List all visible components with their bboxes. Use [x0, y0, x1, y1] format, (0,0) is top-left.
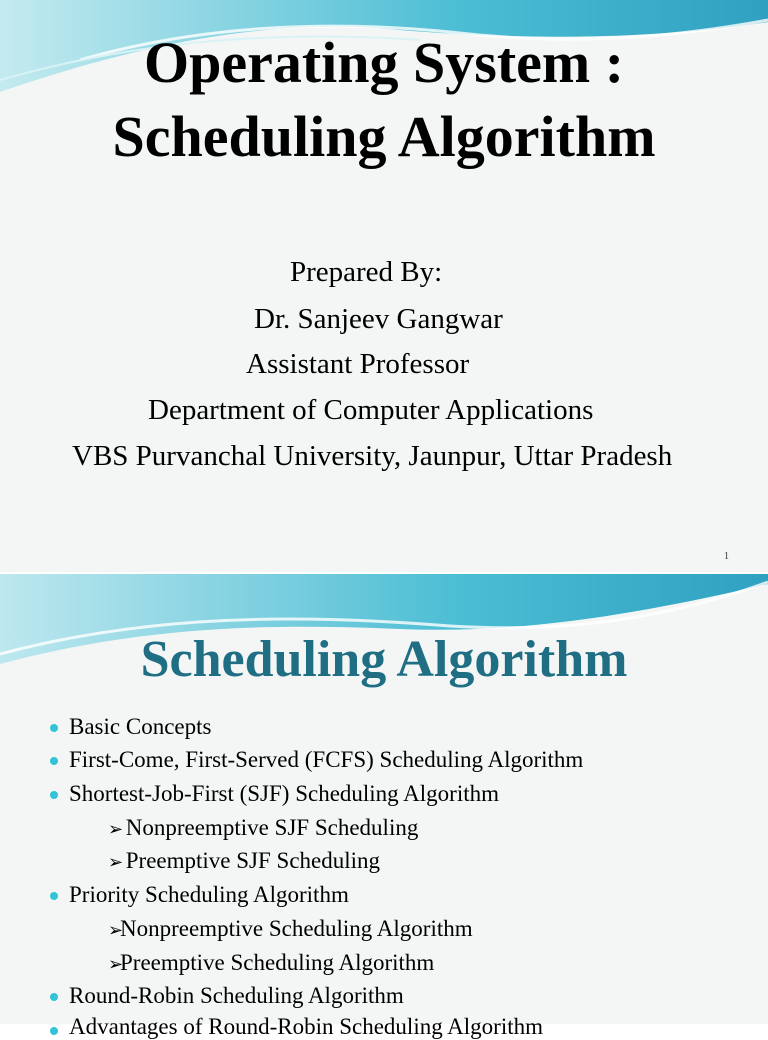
- bullet-dot: [50, 757, 58, 765]
- author-name: Dr. Sanjeev Gangwar: [254, 303, 503, 335]
- title-line-2: Scheduling Algorithm: [112, 104, 656, 169]
- arrow-icon: ➢: [108, 819, 124, 839]
- university: VBS Purvanchal University, Jaunpur, Uttar Pradesh: [72, 440, 673, 472]
- slide-title: Scheduling Algorithm: [140, 631, 628, 688]
- bullet-dot: [50, 791, 58, 799]
- bullet-dot: [50, 724, 58, 732]
- bullet-dot: [50, 993, 58, 1001]
- author-position: Assistant Professor: [246, 348, 470, 380]
- sub-list-item: ➢ Nonpreemptive SJF Scheduling: [108, 815, 419, 840]
- list-item: Round-Robin Scheduling Algorithm: [69, 983, 404, 1008]
- prepared-by: Prepared By:: [290, 256, 443, 288]
- list-item: Priority Scheduling Algorithm: [69, 882, 349, 907]
- sub-list-item: ➢Preemptive Scheduling Algorithm: [108, 950, 435, 975]
- sub-list-item: ➢Nonpreemptive Scheduling Algorithm: [108, 916, 473, 941]
- page-number: 1: [724, 551, 729, 562]
- sub-list-item: ➢ Preemptive SJF Scheduling: [108, 848, 381, 873]
- department: Department of Computer Applications: [148, 394, 594, 426]
- list-item: Advantages of Round-Robin Scheduling Algorithm: [69, 1014, 544, 1039]
- arrow-icon: ➢: [108, 852, 124, 872]
- list-item: Basic Concepts: [69, 714, 212, 739]
- arrow-icon: ➢: [108, 954, 124, 974]
- list-item: First-Come, First-Served (FCFS) Scheduling Algorithm: [69, 747, 584, 772]
- title-line-1: Operating System :: [143, 30, 625, 95]
- arrow-icon: ➢: [108, 920, 124, 940]
- bullet-dot: [50, 1027, 58, 1035]
- list-item: Shortest-Job-First (SJF) Scheduling Algorithm: [69, 781, 499, 806]
- bullet-dot: [50, 892, 58, 900]
